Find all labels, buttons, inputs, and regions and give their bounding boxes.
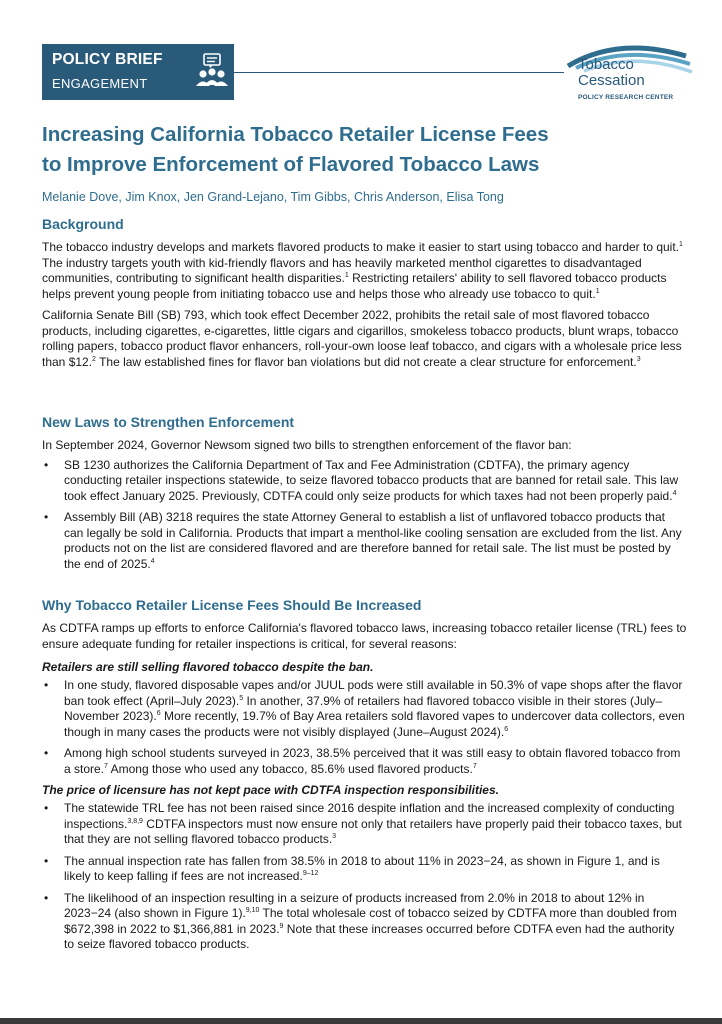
background-heading: Background: [42, 216, 124, 232]
new-laws-intro: In September 2024, Governor Newsom signed two bills to strengthen enforcement of the flavor ban:: [42, 438, 572, 452]
policy-brief-banner: [42, 44, 234, 100]
why-heading: Why Tobacco Retailer License Fees Should Be Increased: [42, 597, 422, 613]
title-line-2: to Improve Enforcement of Flavored Tobacco Laws: [42, 153, 540, 176]
list-item: • Assembly Bill (AB) 3218 requires the state Attorney General to establish a list of unflavored tobacco products that can legally be sold in California. Products that impart a menthol-like cooling sensation are excluded from the list. Any products not on the list are considered flavored and are therefore banned for retail sale. The list must be posted by the end of 2025.$^4$: [44, 510, 682, 571]
subheading-retailers: Retailers are still selling flavored tobacco despite the ban.: [42, 660, 374, 674]
people-chat-icon: [194, 52, 230, 92]
why-intro: As CDTFA ramps up efforts to enforce California's flavored tobacco laws, increasing tobacco retailer license (TRL) fees to ensure adequate funding for retailer inspections is critical, for several reasons:: [42, 621, 687, 651]
subheading-licensure: The price of licensure has not kept pace with CDTFA inspection responsibilities.: [42, 783, 499, 797]
background-paragraph-2: California Senate Bill (SB) 793, which took effect December 2022, prohibits the retail sale of most flavored tobacco products, including cigarettes, e-cigarettes, little cigars and cigarillos, smokeless tobacco products, blunt wraps, tobacco rolling papers, tobacco product flavor enhancers, roll-your-own loose leaf tobacco, and cigars with a wholesale price less than $12.$^2$ The law established fines for flavor ban violations but did not create a clear structure for enforcement.$^3$: [42, 308, 682, 369]
retailers-list: [42, 678, 687, 777]
background-section: [42, 216, 687, 370]
new-laws-list: [42, 458, 687, 573]
logo-text-cessation: Cessation: [578, 72, 645, 89]
new-laws-section: [42, 414, 687, 578]
logo-text-center: POLICY RESEARCH CENTER: [578, 94, 674, 101]
list-item: • The likelihood of an inspection resulting in a seizure of products increased from 2.0% in 2018 to about 12% in 2023−24 (also shown in Figure 1).$^{9,10}$ The total wholesale cost of tobacco seized by CDTFA more than doubled from $672,398 in 2022 to $1,366,881 in 2023.$^9$ Note that these increases occurred before CDTFA even had the authority to seize flavored tobacco products.: [44, 890, 677, 951]
list-item: • In one study, flavored disposable vapes and/or JUUL pods were still available in 50.3% of vape shops after the flavor ban took effect (April–July 2023).$^5$ In another, 37.9% of retailers had flavored tobacco visible in their stores (July–November 2023).$^6$ More recently, 19.7% of Bay Area retailers sold flavored vapes to undercover data collectors, even though in many cases the products were not visibly displayed (June–August 2024).$^6$: [44, 678, 685, 739]
list-item: • The statewide TRL fee has not been raised since 2016 despite inflation and the increased complexity of conducting inspections.$^{3,8,9}$ CDTFA inspectors must now ensure not only that retailers have properly paid their tobacco taxes, but that they are not selling flavored tobacco products.$^3$: [44, 801, 682, 846]
brief-subtitle: ENGAGEMENT: [52, 76, 148, 91]
title-line-1: Increasing California Tobacco Retailer License Fees: [42, 123, 549, 146]
list-item: • SB 1230 authorizes the California Department of Tax and Fee Administration (CDTFA), the primary agency conducting retailer inspections statewide, to seize flavored tobacco products that are banned for retail sale. This law took effect January 2025. Previously, CDTFA could only seize products for which taxes had not been properly paid.$^4$: [44, 457, 679, 503]
background-paragraph-1: The tobacco industry develops and markets flavored products to make it easier to start using tobacco and harder to quit.$^1$ The industry targets youth with kid-friendly flavors and has heavily marketed menthol cigarettes to disadvantaged communities, contributing to significant health disparities.$^1$ Restricting retailers' ability to sell flavored tobacco products helps prevent young people from initiating tobacco use and helps those who already use tobacco to quit.$^1$: [42, 240, 683, 301]
page-bottom-edge: [0, 1018, 722, 1024]
new-laws-heading: New Laws to Strengthen Enforcement: [42, 414, 295, 430]
list-item: • Among high school students surveyed in 2023, 38.5% perceived that it was still easy to obtain flavored tobacco from a store.$^7$ Among those who used any tobacco, 85.6% used flavored products.$^7$: [44, 746, 681, 776]
why-section: [42, 597, 687, 959]
page-title: [42, 120, 702, 180]
licensure-list: [42, 801, 687, 953]
list-item: • The annual inspection rate has fallen from 38.5% in 2018 to about 11% in 2023−24, as shown in Figure 1, and is likely to keep falling if fees are not increased.$^{9-12}$: [44, 853, 660, 883]
brief-title: POLICY BRIEF: [52, 51, 163, 68]
logo-text-tobacco: Tobacco: [578, 56, 634, 73]
header-divider: [234, 72, 564, 73]
authors: Melanie Dove, Jim Knox, Jen Grand-Lejano, Tim Gibbs, Chris Anderson, Elisa Tong: [42, 190, 504, 204]
